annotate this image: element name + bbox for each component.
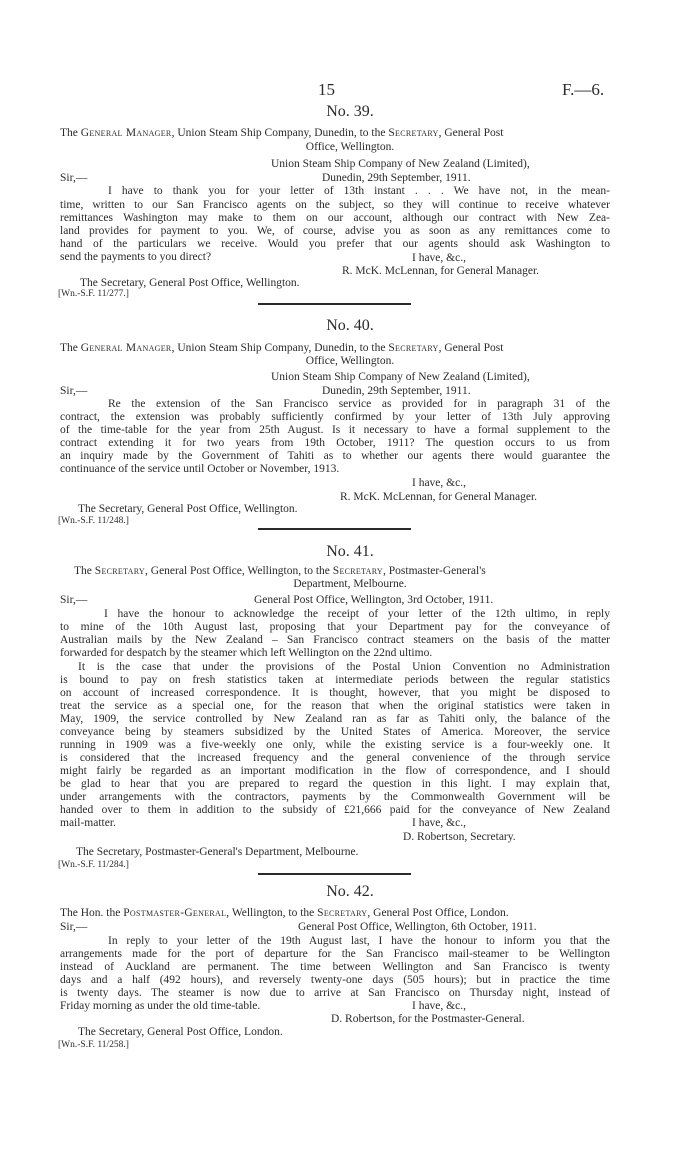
body-line: arrangements made for the port of departure for the San Francisco mail-steamer to be Wellington [60, 948, 610, 960]
body-line: conveyance being by steamers subsidized by the United States of America. Moreover, the service [60, 726, 610, 738]
body-line: under arrangements with the contractors, payments by the Commonwealth Government will be [60, 791, 610, 803]
section-divider [258, 873, 411, 875]
body-line: remittances Washington may make to them on our account, although our contract with New Zea- [60, 212, 610, 224]
body-line: on account of increased correspondence. It is thought, however, that you might be disposed to [60, 687, 610, 699]
letter-from-line2: Department, Melbourne. [293, 578, 407, 590]
salutation: Sir,— [60, 385, 88, 397]
body-line: contract, the extension was probably sufficiently confirmed by your letter of 13th July approving [60, 411, 610, 423]
letter-from-line: The Secretary, General Post Office, Wellington, to the Secretary, Postmaster-General's [74, 565, 486, 577]
addressee: The Secretary, General Post Office, Wellington. [80, 277, 300, 289]
body-line: is considered that the increased frequency and the general convenience of the through service [60, 752, 610, 764]
body-line: In reply to your letter of the 19th August last, I have the honour to inform you that the [108, 935, 610, 947]
body-line: days and a half (492 hours), and reversely twenty-one days (505 hours); but in practice the time [60, 974, 610, 986]
body-line: is twenty days. The steamer is now due to arrive at San Francisco on Thursday night, instead of [60, 987, 610, 999]
body-line: running in 1909 was a five-weekly one only, while the existing service is a four-weekly one. It [60, 739, 610, 751]
closing: I have, &c., [412, 252, 466, 264]
signature: D. Robertson, Secretary. [403, 831, 516, 843]
address-date: General Post Office, Wellington, 6th October, 1911. [298, 921, 537, 933]
closing: I have, &c., [412, 477, 466, 489]
addressee: The Secretary, General Post Office, Wellington. [78, 503, 298, 515]
address-line: Union Steam Ship Company of New Zealand (Limited), [271, 158, 530, 170]
address-date: Dunedin, 29th September, 1911. [322, 385, 471, 397]
page-number: 15 [318, 80, 335, 99]
closing: I have, &c., [412, 1000, 466, 1012]
body-line: hand of the particulars we receive. Would you prefer that our agents should ask Washington to [60, 238, 610, 250]
body-line: instead of Auckland are permanent. The time between Wellington and San Francisco is twenty [60, 961, 610, 973]
body-line: May, 1909, the service controlled by New Zealand ran as far as Tahiti only, the balance of the [60, 713, 610, 725]
file-reference: [Wn.-S.F. 11/284.] [58, 860, 129, 870]
body-line: handed over to them in addition to the subsidy of £21,666 paid for the conveyance of New Zealand [60, 804, 610, 816]
body-line: I have the honour to acknowledge the receipt of your letter of the 12th ultimo, in reply [104, 608, 610, 620]
body-line: an inquiry made by the Government of Tahiti as to whether our agents there would guarantee the [60, 450, 610, 462]
body-line: treat the service as a special one, for the reason that when the original statistics were taken in [60, 700, 610, 712]
body-line: land provides for payment to you. We, of course, advise you as soon as any remittances come to [60, 225, 610, 237]
file-reference: [Wn.-S.F. 11/258.] [58, 1040, 129, 1050]
signature: R. McK. McLennan, for General Manager. [340, 491, 538, 503]
body-line: time, written to our San Francisco agents on the subject, so they will continue to receive whatever [60, 199, 610, 211]
document-code: F.—6. [562, 80, 605, 99]
body-line: forwarded for despatch by the steamer which left Wellington on the 22nd ultimo. [60, 647, 433, 659]
body-line: Friday morning as under the old time-table. [60, 1000, 261, 1012]
letter-from-line: The Hon. the Postmaster-General, Wellington, to the Secretary, General Post Office, London. [60, 907, 509, 919]
body-line: send the payments to you direct? [60, 251, 212, 263]
addressee: The Secretary, Postmaster-General's Department, Melbourne. [76, 846, 359, 858]
closing: I have, &c., [412, 817, 466, 829]
body-line: to mine of the 10th August last, proposing that your Department pay for the conveyance of [60, 621, 610, 633]
salutation: Sir,— [60, 594, 88, 606]
section-divider [258, 303, 411, 305]
address-date: General Post Office, Wellington, 3rd October, 1911. [254, 594, 494, 606]
letter-from-line: The General Manager, Union Steam Ship Company, Dunedin, to the Secretary, General Post [60, 342, 504, 354]
address-date: Dunedin, 29th September, 1911. [322, 172, 471, 184]
body-line: is bound to pay on fresh statistics taken at intermediate periods between the regular statistics [60, 674, 610, 686]
body-line: continuance of the service until October or November, 1913. [60, 463, 340, 475]
salutation: Sir,— [60, 921, 88, 933]
letter-from-line2: Office, Wellington. [305, 355, 395, 367]
body-line: Re the extension of the San Francisco service as provided for in paragraph 31 of the [108, 398, 610, 410]
letter-number: No. 39. [326, 103, 374, 120]
letter-number: No. 42. [326, 883, 374, 900]
signature: R. McK. McLennan, for General Manager. [342, 265, 540, 277]
body-line: be glad to hear that you are prepared to regard the question in this light. I may explain that, [60, 778, 610, 790]
file-reference: [Wn.-S.F. 11/277.] [58, 289, 129, 299]
signature: D. Robertson, for the Postmaster-General. [331, 1013, 525, 1025]
body-line: mail-matter. [60, 817, 116, 829]
salutation: Sir,— [60, 172, 88, 184]
body-line: contract extending it for two years from 19th October, 1911? The question occurs to us from [60, 437, 610, 449]
body-line: of the time-table for the year from 25th August. Is it necessary to have a formal supplement to the [60, 424, 610, 436]
letter-from-line2: Office, Wellington. [305, 141, 395, 153]
file-reference: [Wn.-S.F. 11/248.] [58, 516, 129, 526]
body-line: I have to thank you for your letter of 13th instant . . . We have not, in the mean- [108, 185, 610, 197]
letter-number: No. 41. [326, 543, 374, 560]
body-line: It is the case that under the provisions of the Postal Union Convention no Administration [78, 661, 610, 673]
section-divider [258, 528, 411, 530]
addressee: The Secretary, General Post Office, London. [78, 1026, 283, 1038]
body-line: might fairly be regarded as an important modification in the flow of correspondence, and I should [60, 765, 610, 777]
letter-from-line: The General Manager, Union Steam Ship Company, Dunedin, to the Secretary, General Post [60, 127, 504, 139]
body-line: Australian mails by the New Zealand – San Francisco contract steamers on the basis of the matter [60, 634, 610, 646]
address-line: Union Steam Ship Company of New Zealand (Limited), [271, 371, 530, 383]
letter-number: No. 40. [326, 317, 374, 334]
